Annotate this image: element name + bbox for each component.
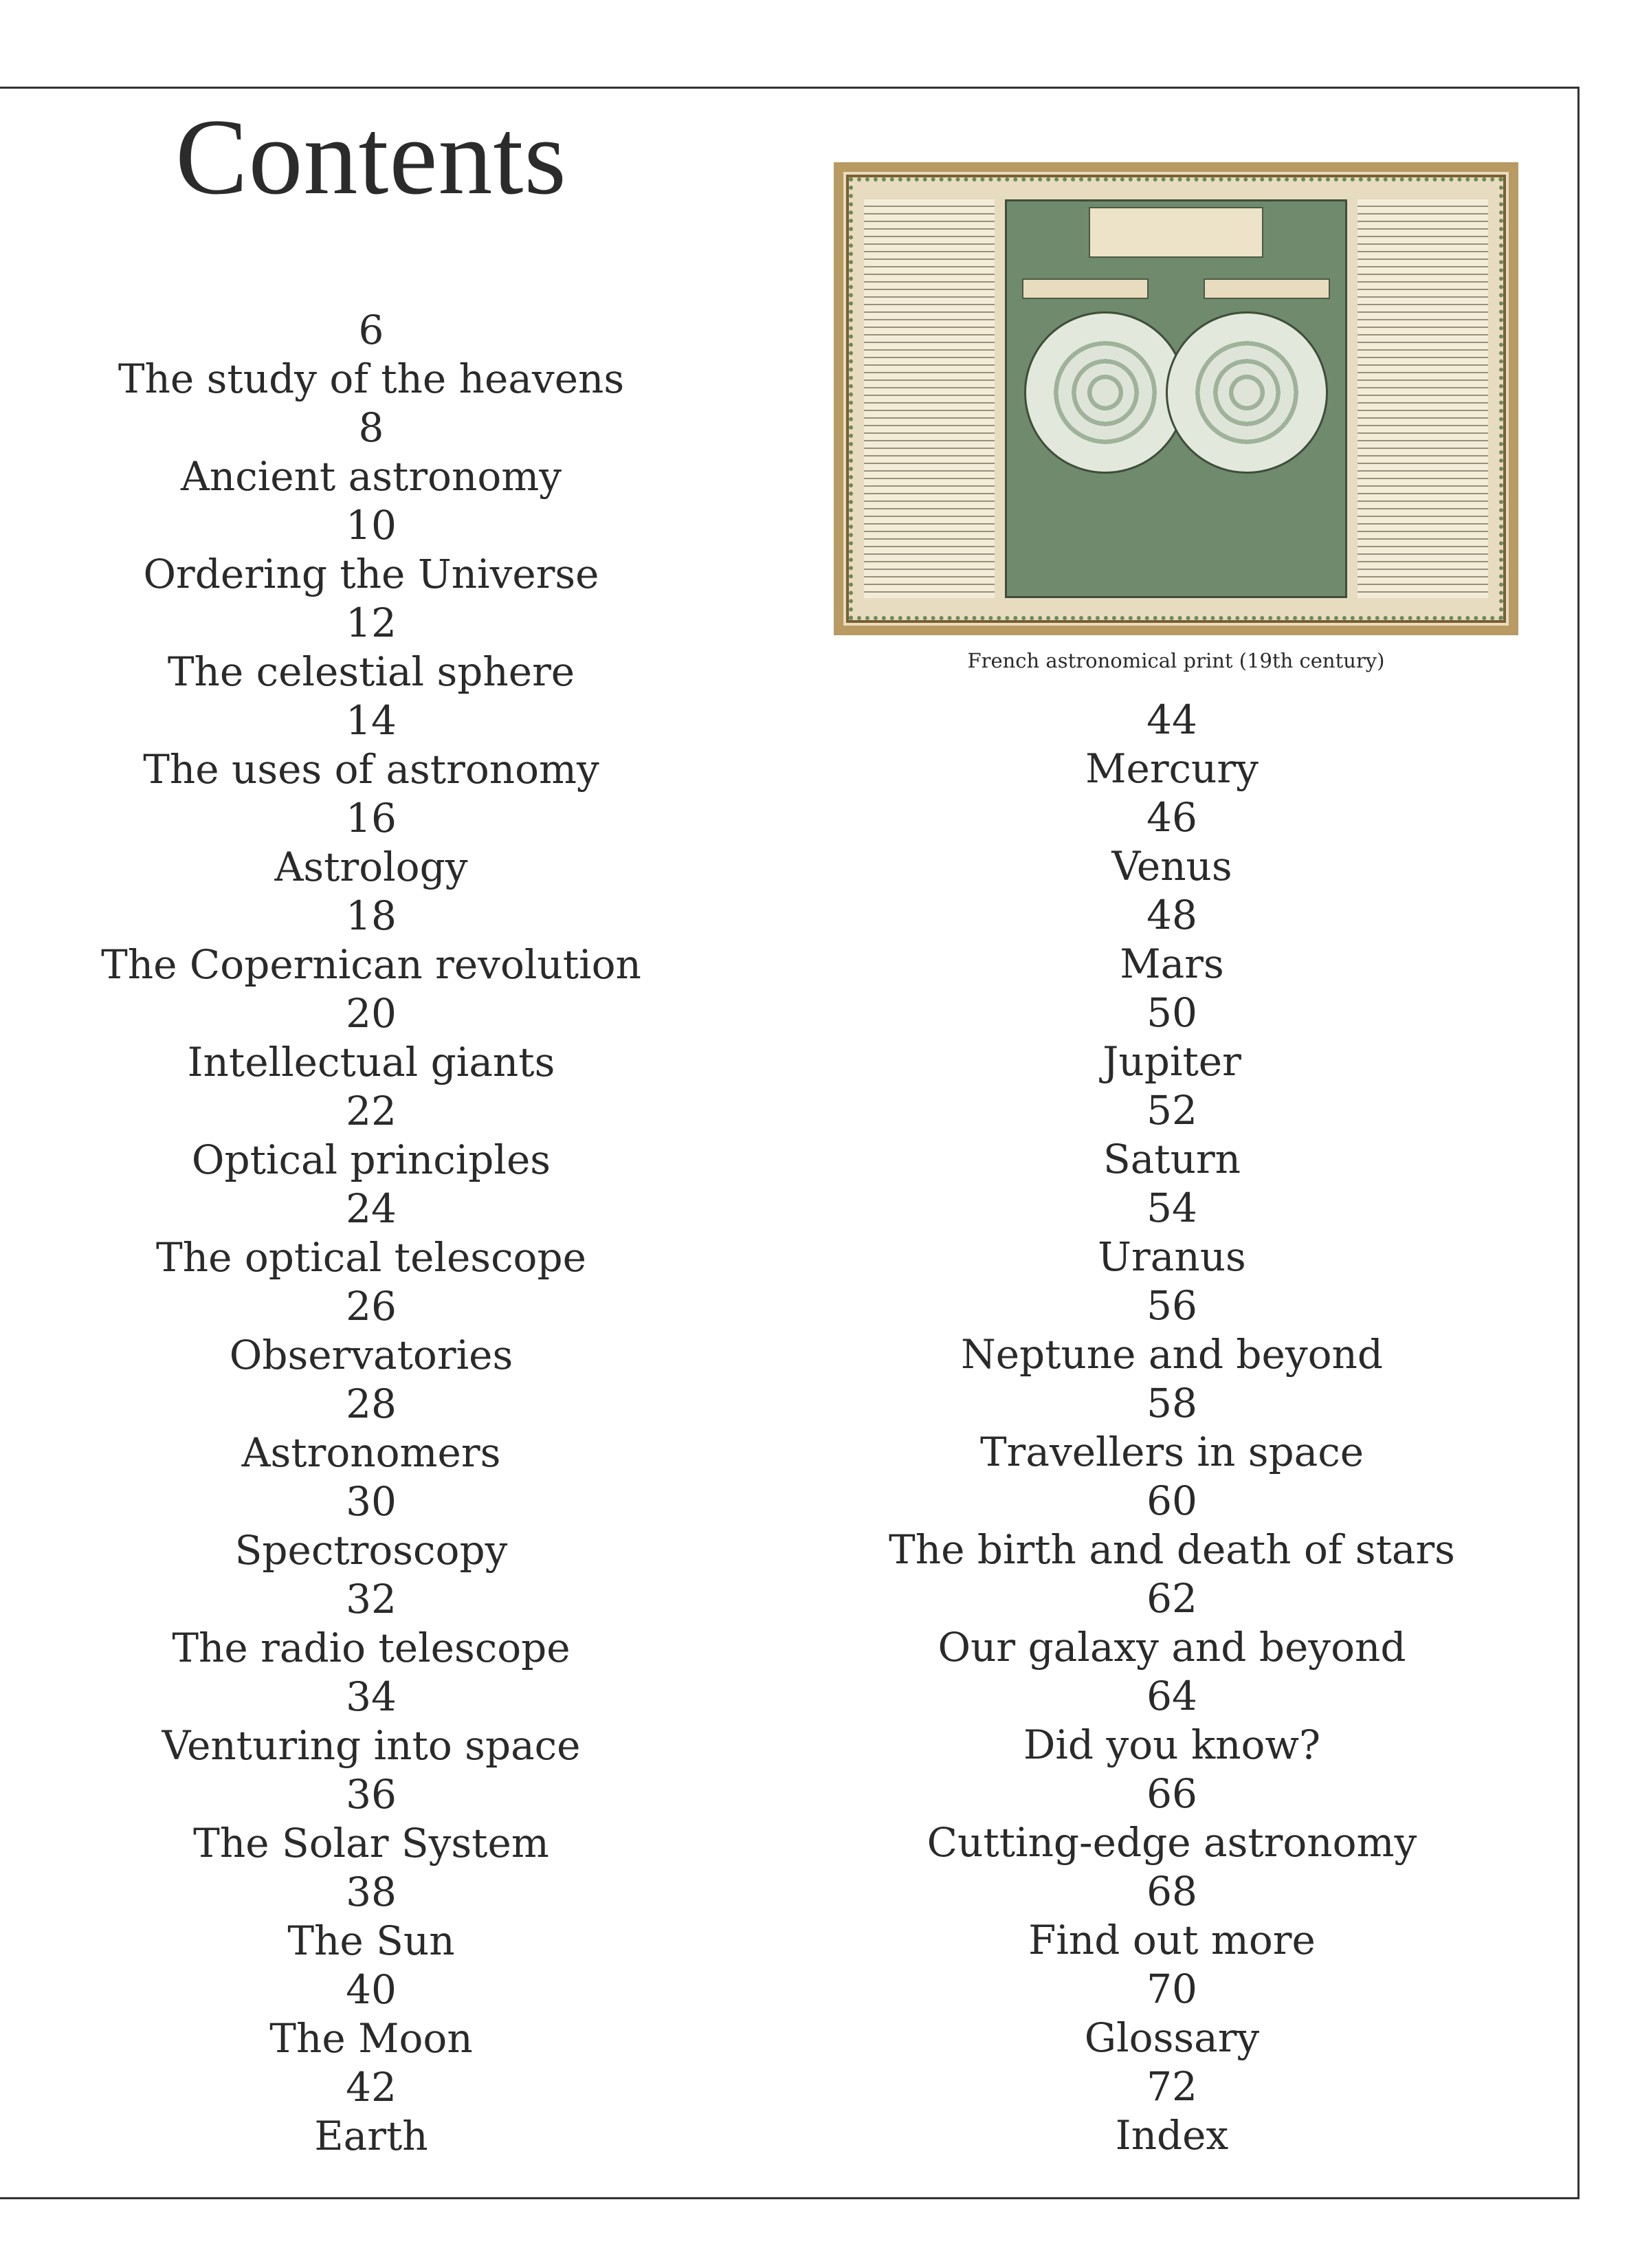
contents-entry[interactable]	[828, 1281, 1516, 1379]
astronomical-print-image	[834, 162, 1518, 635]
page-number: 14	[346, 697, 397, 744]
chapter-title: The study of the heavens	[118, 355, 625, 402]
chapter-title: Mercury	[1085, 745, 1259, 792]
print-center-panel	[1005, 199, 1347, 598]
contents-entry[interactable]	[828, 1770, 1516, 1867]
chapter-title: Optical principles	[191, 1136, 551, 1183]
chapter-title: The celestial sphere	[167, 648, 575, 695]
page-number: 68	[1146, 1868, 1197, 1915]
page-number: 52	[1146, 1087, 1197, 1134]
contents-entry[interactable]	[27, 2063, 715, 2161]
contents-entry[interactable]	[828, 1965, 1516, 2062]
chapter-title: Venus	[1111, 843, 1232, 890]
page-number: 28	[346, 1380, 397, 1427]
chapter-title: Astrology	[274, 844, 468, 890]
print-text-column-right	[1358, 199, 1488, 598]
contents-column-left	[27, 306, 715, 2161]
ptolemaic-system-diagram	[1024, 311, 1186, 474]
chapter-title: Uranus	[1098, 1233, 1246, 1280]
chapter-title: The Moon	[269, 2015, 473, 2062]
page-number: 12	[346, 599, 397, 646]
page-number: 56	[1146, 1282, 1197, 1329]
contents-entry[interactable]	[27, 1966, 715, 2063]
page-number: 70	[1146, 1966, 1197, 2012]
print-subbanner-left	[1022, 278, 1149, 299]
contents-entry[interactable]	[27, 1087, 715, 1185]
contents-entry[interactable]	[828, 1672, 1516, 1770]
chapter-title: Spectroscopy	[234, 1527, 508, 1574]
contents-entry[interactable]	[27, 892, 715, 989]
contents-entry[interactable]	[828, 1184, 1516, 1281]
page-number: 42	[346, 2064, 397, 2111]
chapter-title: Our galaxy and beyond	[938, 1624, 1406, 1671]
contents-entry[interactable]	[828, 1086, 1516, 1184]
contents-entry[interactable]	[27, 1575, 715, 1673]
contents-entry[interactable]	[27, 1185, 715, 1282]
page-number: 62	[1146, 1575, 1197, 1622]
page-number: 36	[346, 1771, 397, 1818]
chapter-title: Intellectual giants	[187, 1039, 555, 1086]
contents-entry[interactable]	[27, 404, 715, 501]
page-number: 46	[1146, 794, 1197, 841]
chapter-title: Saturn	[1102, 1136, 1241, 1182]
page-number: 16	[346, 795, 397, 841]
page-number: 24	[346, 1185, 397, 1232]
contents-entry[interactable]	[828, 1379, 1516, 1477]
contents-entry[interactable]	[27, 1673, 715, 1770]
print-title-banner	[1089, 207, 1263, 258]
page-number: 8	[358, 404, 384, 451]
image-caption: French astronomical print (19th century)	[967, 649, 1385, 672]
contents-entry[interactable]	[828, 1867, 1516, 1965]
page-number: 58	[1146, 1380, 1197, 1427]
chapter-title: Venturing into space	[162, 1722, 581, 1769]
chapter-title: The Copernican revolution	[101, 941, 641, 988]
contents-entry[interactable]	[27, 696, 715, 794]
chapter-title: Cutting-edge astronomy	[927, 1819, 1417, 1866]
page-number: 10	[346, 502, 397, 549]
contents-entry[interactable]	[27, 794, 715, 892]
chapter-title: Index	[1115, 2112, 1229, 2159]
chapter-title: The uses of astronomy	[143, 746, 599, 793]
contents-column-right	[828, 696, 1516, 2160]
page-number: 20	[346, 990, 397, 1037]
contents-entry[interactable]	[828, 1477, 1516, 1574]
contents-entry[interactable]	[828, 793, 1516, 891]
print-text-column-left	[864, 199, 995, 598]
page-number: 54	[1146, 1185, 1197, 1231]
print-subbanner-right	[1204, 278, 1330, 299]
chapter-title: Observatories	[229, 1332, 513, 1378]
chapter-title: Travellers in space	[979, 1429, 1364, 1475]
page-number: 48	[1146, 892, 1197, 938]
chapter-title: The Solar System	[193, 1820, 549, 1867]
chapter-title: Jupiter	[1102, 1038, 1241, 1085]
page-title: Contents	[175, 97, 567, 217]
chapter-title: Did you know?	[1023, 1721, 1321, 1768]
chapter-title: Glossary	[1084, 2014, 1260, 2061]
chapter-title: Ordering the Universe	[143, 551, 599, 597]
contents-entry[interactable]	[27, 1868, 715, 1966]
page-number: 34	[346, 1673, 397, 1720]
page-number: 32	[346, 1576, 397, 1622]
chapter-title: Find out more	[1028, 1917, 1316, 1963]
page-number: 18	[346, 892, 397, 939]
contents-entry[interactable]	[27, 306, 715, 404]
contents-entry[interactable]	[27, 599, 715, 696]
page-number: 6	[358, 307, 384, 353]
contents-entry[interactable]	[828, 2062, 1516, 2160]
contents-entry[interactable]	[27, 501, 715, 599]
tychonic-system-diagram	[1166, 311, 1328, 474]
chapter-title: Neptune and beyond	[960, 1331, 1384, 1378]
chapter-title: The birth and death of stars	[889, 1526, 1455, 1573]
page-number: 66	[1146, 1770, 1197, 1817]
contents-entry[interactable]	[27, 1380, 715, 1477]
page-number: 38	[346, 1869, 397, 1915]
contents-entry[interactable]	[27, 1770, 715, 1868]
page-number: 22	[346, 1088, 397, 1134]
chapter-title: Astronomers	[241, 1429, 501, 1476]
page-number: 72	[1146, 2063, 1197, 2110]
page-number: 26	[346, 1283, 397, 1330]
contents-entry[interactable]	[27, 1282, 715, 1380]
contents-entry[interactable]	[27, 1477, 715, 1575]
page-number: 64	[1146, 1673, 1197, 1719]
page-number: 50	[1146, 989, 1197, 1036]
page-number: 30	[346, 1478, 397, 1525]
contents-entry[interactable]	[27, 989, 715, 1087]
chapter-title: The radio telescope	[172, 1625, 570, 1671]
chapter-title: Mars	[1120, 940, 1224, 987]
contents-entry[interactable]	[828, 1574, 1516, 1672]
contents-entry[interactable]	[828, 989, 1516, 1086]
page-number: 44	[1146, 696, 1197, 743]
contents-entry[interactable]	[828, 696, 1516, 793]
chapter-title: The optical telescope	[156, 1234, 586, 1281]
page-number: 60	[1146, 1477, 1197, 1524]
chapter-title: Ancient astronomy	[180, 453, 562, 500]
chapter-title: The Sun	[287, 1917, 455, 1964]
contents-entry[interactable]	[828, 891, 1516, 989]
chapter-title: Earth	[314, 2113, 428, 2159]
page-number: 40	[346, 1966, 397, 2013]
